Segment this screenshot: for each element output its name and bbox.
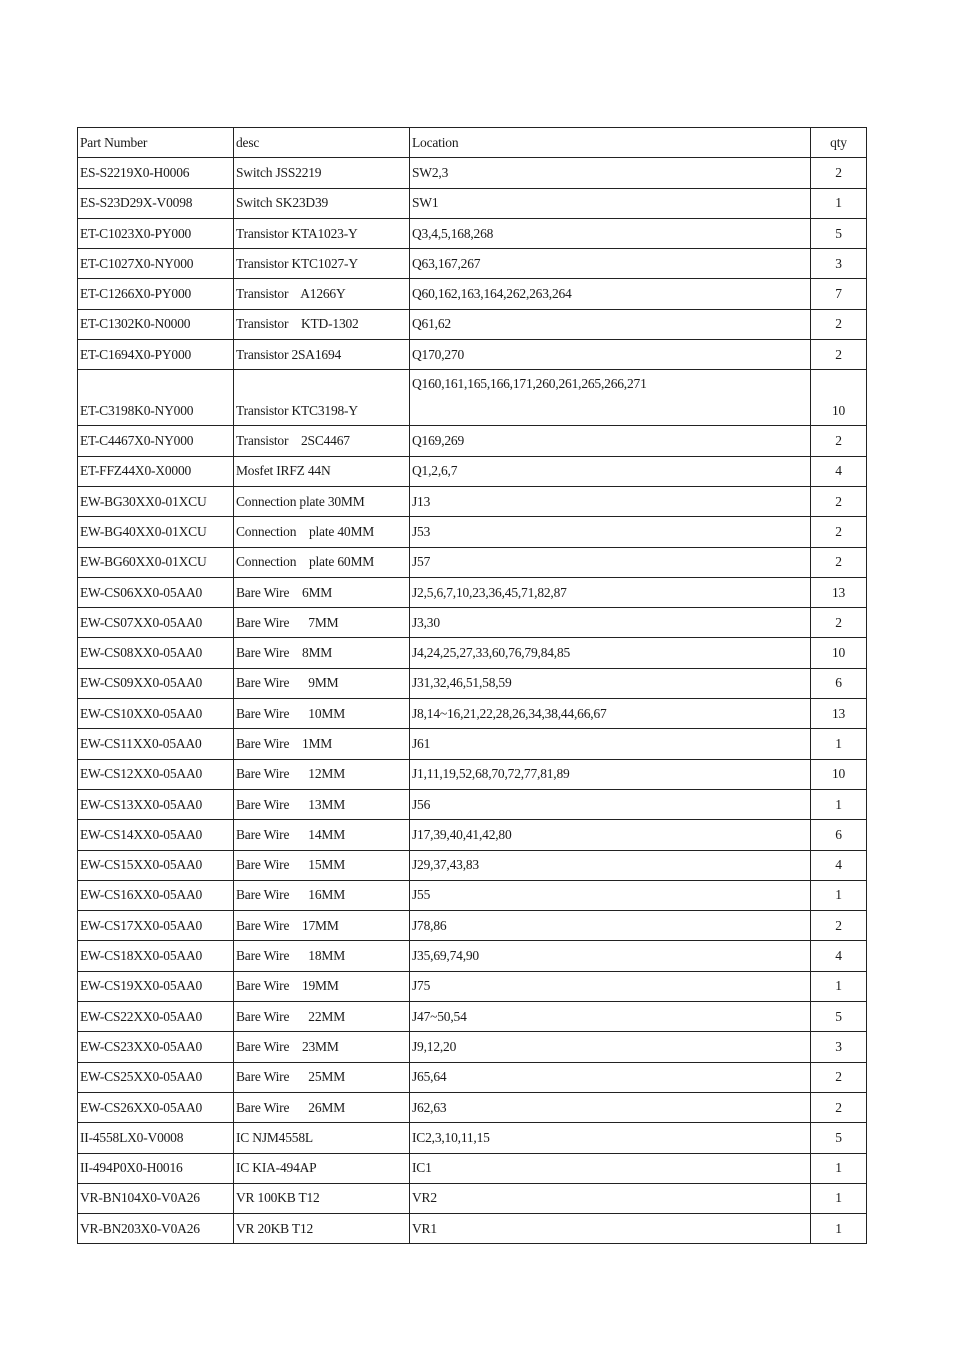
table-row <box>78 1002 867 1032</box>
part-number-cell: EW-CS18XX0-05AA0 <box>78 941 234 971</box>
location-cell: J1,11,19,52,68,70,72,77,81,89 <box>410 759 811 789</box>
table-row <box>78 279 867 309</box>
part-number-cell: EW-CS22XX0-05AA0 <box>78 1002 234 1032</box>
bom-table <box>77 127 867 1244</box>
part-number-cell: VR-BN104X0-V0A26 <box>78 1183 234 1213</box>
desc-cell: Bare Wire 15MM <box>234 850 410 880</box>
part-number-cell: ET-C1694X0-PY000 <box>78 340 234 370</box>
qty-cell: 3 <box>811 1032 867 1062</box>
part-number-cell: EW-BG40XX0-01XCU <box>78 517 234 547</box>
location-cell: J9,12,20 <box>410 1032 811 1062</box>
desc-cell: Transistor A1266Y <box>234 279 410 309</box>
qty-cell: 1 <box>811 1183 867 1213</box>
table-row <box>78 699 867 729</box>
desc-cell: Switch SK23D39 <box>234 188 410 218</box>
table-row <box>78 517 867 547</box>
qty-cell: 5 <box>811 1002 867 1032</box>
table-row <box>78 158 867 188</box>
part-number-cell: EW-CS19XX0-05AA0 <box>78 971 234 1001</box>
location-cell: J65,64 <box>410 1062 811 1092</box>
table-row <box>78 188 867 218</box>
desc-cell: Transistor KTC3198-Y <box>234 370 410 426</box>
location-cell: Q61,62 <box>410 309 811 339</box>
qty-cell: 1 <box>811 880 867 910</box>
qty-cell: 10 <box>811 638 867 668</box>
qty-cell: 2 <box>811 1092 867 1122</box>
part-number-cell: EW-CS06XX0-05AA0 <box>78 577 234 607</box>
part-number-cell: ES-S23D29X-V0098 <box>78 188 234 218</box>
part-number-cell: EW-CS11XX0-05AA0 <box>78 729 234 759</box>
qty-cell: 13 <box>811 699 867 729</box>
part-number-cell: ET-C1302K0-N0000 <box>78 309 234 339</box>
qty-cell: 2 <box>811 608 867 638</box>
qty-cell: 1 <box>811 729 867 759</box>
table-row <box>78 486 867 516</box>
part-number-cell: ES-S2219X0-H0006 <box>78 158 234 188</box>
desc-cell: Bare Wire 23MM <box>234 1032 410 1062</box>
table-row <box>78 1183 867 1213</box>
part-number-cell: ET-FFZ44X0-X0000 <box>78 456 234 486</box>
location-cell: J4,24,25,27,33,60,76,79,84,85 <box>410 638 811 668</box>
qty-cell: 6 <box>811 668 867 698</box>
table-row <box>78 456 867 486</box>
location-cell: J29,37,43,83 <box>410 850 811 880</box>
part-number-cell: EW-CS23XX0-05AA0 <box>78 1032 234 1062</box>
part-number-cell: EW-BG30XX0-01XCU <box>78 486 234 516</box>
desc-cell: Bare Wire 25MM <box>234 1062 410 1092</box>
desc-cell: Transistor 2SC4467 <box>234 426 410 456</box>
qty-cell: 1 <box>811 188 867 218</box>
table-row <box>78 789 867 819</box>
part-number-cell: EW-CS12XX0-05AA0 <box>78 759 234 789</box>
table-row <box>78 820 867 850</box>
table-row <box>78 850 867 880</box>
table-row <box>78 426 867 456</box>
desc-cell: Bare Wire 13MM <box>234 789 410 819</box>
part-number-cell: EW-CS07XX0-05AA0 <box>78 608 234 638</box>
part-number-cell: VR-BN203X0-V0A26 <box>78 1214 234 1244</box>
location-cell: Q3,4,5,168,268 <box>410 218 811 248</box>
desc-cell: Connection plate 40MM <box>234 517 410 547</box>
part-number-cell: EW-CS14XX0-05AA0 <box>78 820 234 850</box>
location-cell: Q170,270 <box>410 340 811 370</box>
part-number-cell: EW-CS16XX0-05AA0 <box>78 880 234 910</box>
location-cell: J61 <box>410 729 811 759</box>
table-row <box>78 218 867 248</box>
desc-cell: Bare Wire 1MM <box>234 729 410 759</box>
qty-cell: 1 <box>811 971 867 1001</box>
location-cell: J8,14~16,21,22,28,26,34,38,44,66,67 <box>410 699 811 729</box>
desc-cell: Transistor KTD-1302 <box>234 309 410 339</box>
location-cell: SW2,3 <box>410 158 811 188</box>
part-number-cell: ET-C1023X0-PY000 <box>78 218 234 248</box>
desc-cell: Switch JSS2219 <box>234 158 410 188</box>
location-cell: VR2 <box>410 1183 811 1213</box>
table-row <box>78 1032 867 1062</box>
location-cell: VR1 <box>410 1214 811 1244</box>
desc-cell: Bare Wire 10MM <box>234 699 410 729</box>
table-row <box>78 340 867 370</box>
location-cell: J75 <box>410 971 811 1001</box>
part-number-cell: ET-C3198K0-NY000 <box>78 370 234 426</box>
qty-cell: 2 <box>811 340 867 370</box>
location-cell: J78,86 <box>410 911 811 941</box>
part-number-cell: EW-CS10XX0-05AA0 <box>78 699 234 729</box>
qty-cell: 4 <box>811 941 867 971</box>
table-row <box>78 1062 867 1092</box>
table-row <box>78 668 867 698</box>
part-number-cell: EW-BG60XX0-01XCU <box>78 547 234 577</box>
location-cell: J55 <box>410 880 811 910</box>
table-row <box>78 577 867 607</box>
location-cell: Q1,2,6,7 <box>410 456 811 486</box>
desc-cell: Transistor 2SA1694 <box>234 340 410 370</box>
location-cell: J3,30 <box>410 608 811 638</box>
table-row <box>78 370 867 426</box>
part-number-cell: EW-CS08XX0-05AA0 <box>78 638 234 668</box>
qty-cell: 2 <box>811 1062 867 1092</box>
part-number-cell: EW-CS13XX0-05AA0 <box>78 789 234 819</box>
location-cell: J2,5,6,7,10,23,36,45,71,82,87 <box>410 577 811 607</box>
desc-cell: Bare Wire 17MM <box>234 911 410 941</box>
part-number-cell: EW-CS25XX0-05AA0 <box>78 1062 234 1092</box>
qty-cell: 4 <box>811 456 867 486</box>
table-row <box>78 638 867 668</box>
table-row <box>78 759 867 789</box>
desc-cell: IC KIA-494AP <box>234 1153 410 1183</box>
location-cell: IC2,3,10,11,15 <box>410 1123 811 1153</box>
qty-cell: 2 <box>811 911 867 941</box>
location-cell: Q169,269 <box>410 426 811 456</box>
table-row <box>78 1214 867 1244</box>
table-row <box>78 729 867 759</box>
desc-cell: Bare Wire 7MM <box>234 608 410 638</box>
desc-cell: Connection plate 60MM <box>234 547 410 577</box>
table-body <box>78 158 867 1244</box>
desc-cell: VR 20KB T12 <box>234 1214 410 1244</box>
qty-cell: 2 <box>811 158 867 188</box>
part-number-cell: EW-CS09XX0-05AA0 <box>78 668 234 698</box>
desc-cell: VR 100KB T12 <box>234 1183 410 1213</box>
desc-cell: Bare Wire 26MM <box>234 1092 410 1122</box>
qty-cell: 1 <box>811 789 867 819</box>
desc-cell: Bare Wire 6MM <box>234 577 410 607</box>
location-cell: J47~50,54 <box>410 1002 811 1032</box>
desc-cell: Connection plate 30MM <box>234 486 410 516</box>
table-row <box>78 971 867 1001</box>
desc-cell: IC NJM4558L <box>234 1123 410 1153</box>
part-number-cell: ET-C1266X0-PY000 <box>78 279 234 309</box>
qty-cell: 2 <box>811 517 867 547</box>
qty-cell: 5 <box>811 218 867 248</box>
part-number-cell: EW-CS17XX0-05AA0 <box>78 911 234 941</box>
location-cell: J62,63 <box>410 1092 811 1122</box>
desc-cell: Bare Wire 8MM <box>234 638 410 668</box>
location-cell: J17,39,40,41,42,80 <box>410 820 811 850</box>
part-number-cell: EW-CS26XX0-05AA0 <box>78 1092 234 1122</box>
table-row <box>78 249 867 279</box>
qty-cell: 6 <box>811 820 867 850</box>
qty-cell: 2 <box>811 547 867 577</box>
qty-cell: 10 <box>811 370 867 426</box>
desc-cell: Bare Wire 16MM <box>234 880 410 910</box>
desc-cell: Transistor KTA1023-Y <box>234 218 410 248</box>
location-cell: J35,69,74,90 <box>410 941 811 971</box>
part-number-cell: ET-C4467X0-NY000 <box>78 426 234 456</box>
qty-cell: 10 <box>811 759 867 789</box>
table-row <box>78 941 867 971</box>
qty-cell: 1 <box>811 1153 867 1183</box>
part-number-cell: II-4558LX0-V0008 <box>78 1123 234 1153</box>
table-row <box>78 911 867 941</box>
desc-cell: Bare Wire 18MM <box>234 941 410 971</box>
location-cell: J56 <box>410 789 811 819</box>
table-row <box>78 1123 867 1153</box>
table-row <box>78 309 867 339</box>
desc-cell: Bare Wire 12MM <box>234 759 410 789</box>
qty-cell: 13 <box>811 577 867 607</box>
location-cell: SW1 <box>410 188 811 218</box>
qty-cell: 2 <box>811 486 867 516</box>
qty-cell: 5 <box>811 1123 867 1153</box>
table-row <box>78 1092 867 1122</box>
qty-cell: 2 <box>811 309 867 339</box>
location-cell: J31,32,46,51,58,59 <box>410 668 811 698</box>
location-cell: Q160,161,165,166,171,260,261,265,266,271 <box>410 370 811 426</box>
table-row <box>78 547 867 577</box>
table-header-row <box>78 128 867 158</box>
header-qty: qty <box>811 128 867 158</box>
desc-cell: Mosfet IRFZ 44N <box>234 456 410 486</box>
part-number-cell: EW-CS15XX0-05AA0 <box>78 850 234 880</box>
desc-cell: Bare Wire 22MM <box>234 1002 410 1032</box>
table-row <box>78 880 867 910</box>
table-row <box>78 608 867 638</box>
header-location: Location <box>410 128 811 158</box>
location-cell: IC1 <box>410 1153 811 1183</box>
location-cell: J57 <box>410 547 811 577</box>
desc-cell: Bare Wire 9MM <box>234 668 410 698</box>
location-cell: Q60,162,163,164,262,263,264 <box>410 279 811 309</box>
qty-cell: 7 <box>811 279 867 309</box>
desc-cell: Bare Wire 19MM <box>234 971 410 1001</box>
header-part-number: Part Number <box>78 128 234 158</box>
qty-cell: 4 <box>811 850 867 880</box>
table-row <box>78 1153 867 1183</box>
qty-cell: 2 <box>811 426 867 456</box>
location-cell: Q63,167,267 <box>410 249 811 279</box>
qty-cell: 3 <box>811 249 867 279</box>
part-number-cell: II-494P0X0-H0016 <box>78 1153 234 1183</box>
header-desc: desc <box>234 128 410 158</box>
part-number-cell: ET-C1027X0-NY000 <box>78 249 234 279</box>
desc-cell: Transistor KTC1027-Y <box>234 249 410 279</box>
location-cell: J53 <box>410 517 811 547</box>
qty-cell: 1 <box>811 1214 867 1244</box>
location-cell: J13 <box>410 486 811 516</box>
desc-cell: Bare Wire 14MM <box>234 820 410 850</box>
